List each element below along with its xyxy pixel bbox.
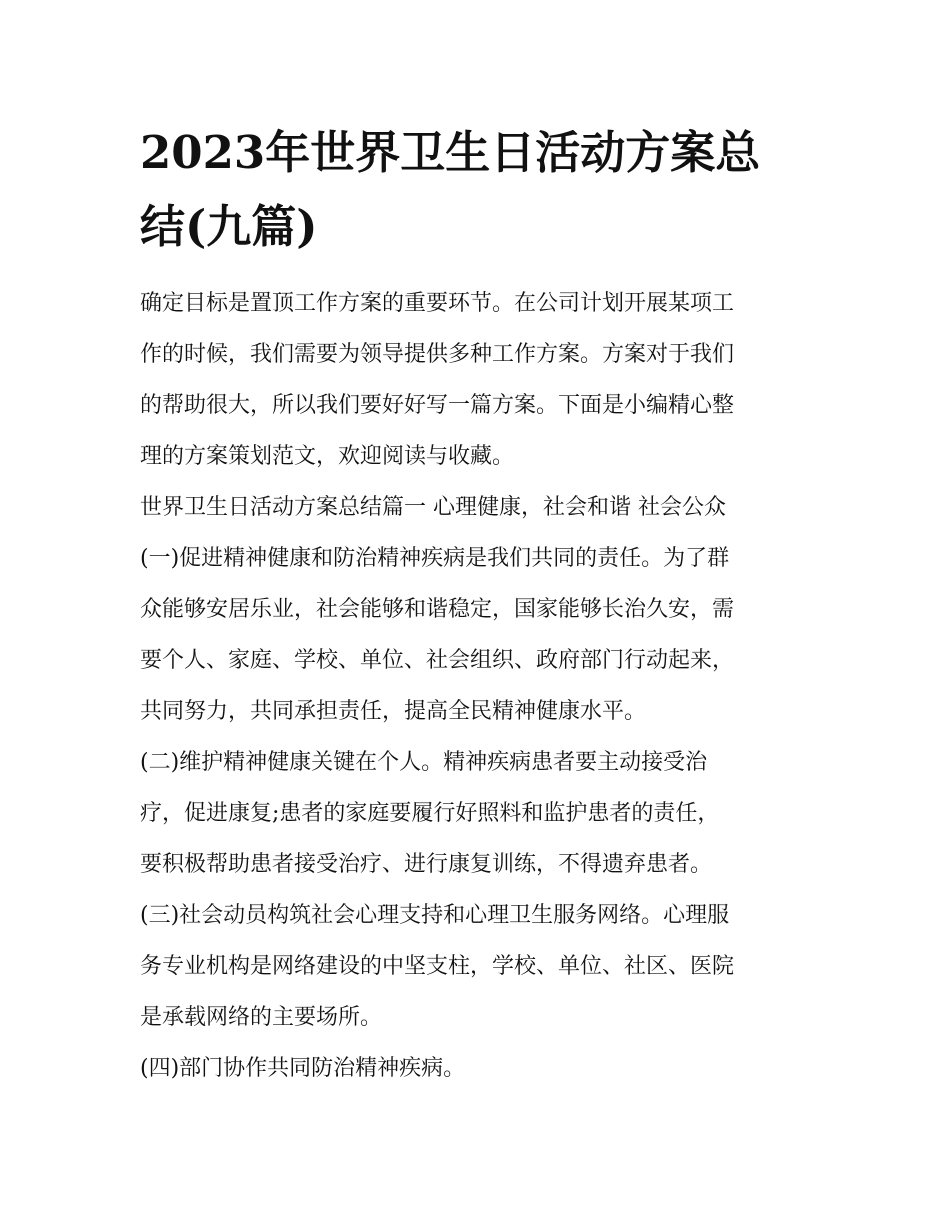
body-line: 要个人、家庭、学校、单位、社会组织、政府部门行动起来， xyxy=(140,648,735,673)
body-line: (一)促进精神健康和防治精神疾病是我们共同的责任。为了群 xyxy=(140,546,730,571)
body-line: 共同努力，共同承担责任，提高全民精神健康水平。 xyxy=(140,699,647,724)
body-line: 世界卫生日活动方案总结篇一 心理健康，社会和谐 社会公众 xyxy=(140,495,726,520)
body-line: 疗，促进康复;患者的家庭要履行好照料和监护患者的责任， xyxy=(140,801,720,826)
document-title xyxy=(140,116,820,264)
title-line: 2023年世界卫生日活动方案总 xyxy=(140,126,761,179)
body-line: 的帮助很大，所以我们要好好写一篇方案。下面是小编精心整 xyxy=(140,393,735,418)
body-line: (四)部门协作共同防治精神疾病。 xyxy=(140,1056,466,1081)
body-line: 要积极帮助患者接受治疗、进行康复训练，不得遗弃患者。 xyxy=(140,852,713,877)
body-line: 众能够安居乐业，社会能够和谐稳定，国家能够长治久安，需 xyxy=(140,597,735,622)
body-line: 理的方案策划范文，欢迎阅读与收藏。 xyxy=(140,444,515,469)
title-line: 结(九篇) xyxy=(140,200,318,253)
body-line: 确定目标是置顶工作方案的重要环节。在公司计划开展某项工 xyxy=(140,291,735,316)
body-line: 作的时候，我们需要为领导提供多种工作方案。方案对于我们 xyxy=(140,342,735,367)
body-line: 是承载网络的主要场所。 xyxy=(140,1005,383,1030)
body-line: (二)维护精神健康关键在个人。精神疾病患者要主动接受治 xyxy=(140,750,708,775)
body-line: 务专业机构是网络建设的中坚支柱，学校、单位、社区、医院 xyxy=(140,954,735,979)
body-line: (三)社会动员构筑社会心理支持和心理卫生服务网络。心理服 xyxy=(140,903,730,928)
document-body xyxy=(140,278,820,1094)
